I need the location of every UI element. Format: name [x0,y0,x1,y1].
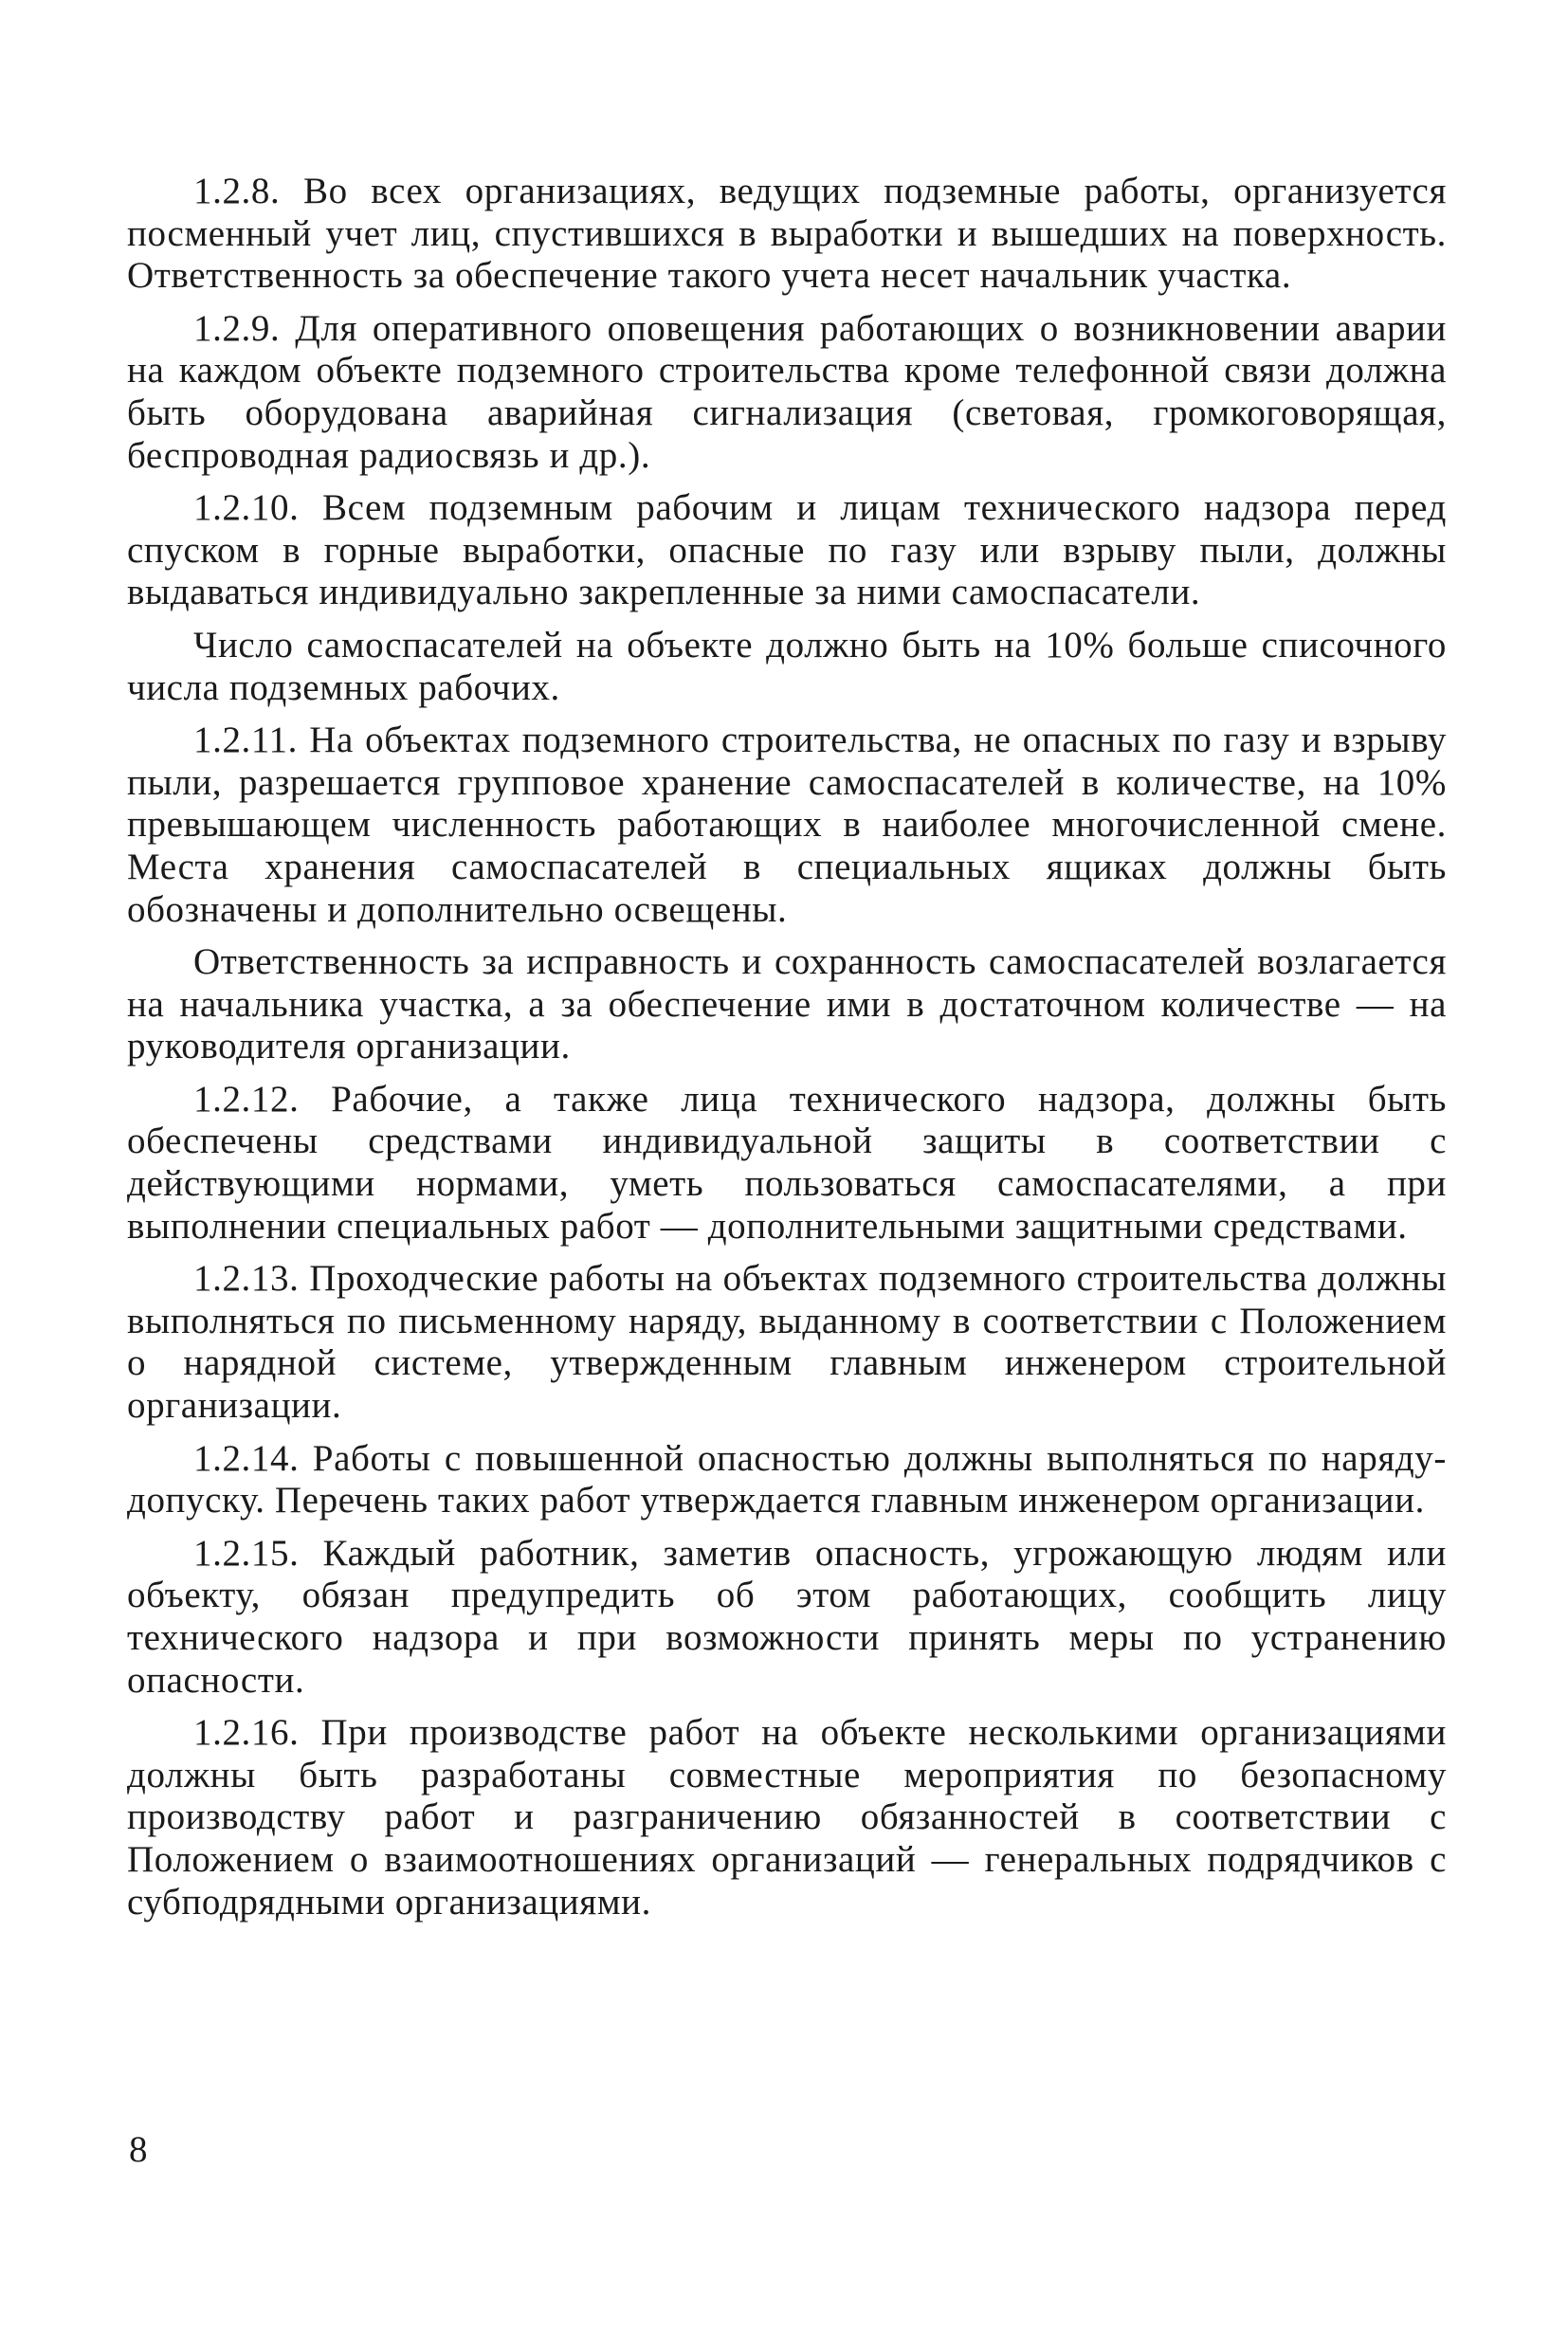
page-number: 8 [129,2129,148,2170]
paragraph-1-2-12: 1.2.12. Рабочие, а также лица технического надзора, должны быть обеспечены средствами индивидуальной защиты в соответствии с действующими нормами, уметь пользоваться самоспасателями, а при выполнении специальных работ — дополнительными защитными средствами. [127,1078,1447,1247]
paragraph-1-2-16: 1.2.16. При производстве работ на объекте несколькими организациями должны быть разработаны совместные мероприятия по безопасному производству работ и разграничению обязанностей в соответствии с Положением о взаимоотношениях организаций — генеральных подрядчиков с субподрядными организациями. [127,1712,1447,1923]
page-body [127,171,1447,1934]
paragraph-self-rescuer-count: Число самоспасателей на объекте должно быть на 10% больше списочного числа подземных рабочих. [127,624,1447,708]
paragraph-1-2-13: 1.2.13. Проходческие работы на объектах подземного строительства должны выполняться по письменному наряду, выданному в соответствии с Положением о нарядной системе, утвержденным главным инженером строительной организации. [127,1258,1447,1427]
paragraph-1-2-8: 1.2.8. Во всех организациях, ведущих подземные работы, организуется посменный учет лиц, спустившихся в выработки и вышедших на поверхность. Ответственность за обеспечение такого учета несет начальник участка. [127,171,1447,297]
paragraph-responsibility: Ответственность за исправность и сохранность самоспасателей возлагается на начальника участка, а за обеспечение ими в достаточном количестве — на руководителя организации. [127,941,1447,1067]
paragraph-1-2-11: 1.2.11. На объектах подземного строительства, не опасных по газу и взрыву пыли, разрешается групповое хранение самоспасателей в количестве, на 10% превышающем численность работающих в наиболее многочисленной смене. Места хранения самоспасателей в специальных ящиках должны быть обозначены и дополнительно освещены. [127,720,1447,930]
paragraph-1-2-10: 1.2.10. Всем подземным рабочим и лицам технического надзора перед спуском в горные выработки, опасные по газу или взрыву пыли, должны выдаваться индивидуально закрепленные за ними самоспасатели. [127,487,1447,613]
paragraph-1-2-14: 1.2.14. Работы с повышенной опасностью должны выполняться по наряду-допуску. Перечень таких работ утверждается главным инженером организации. [127,1437,1447,1522]
paragraph-1-2-9: 1.2.9. Для оперативного оповещения работающих о возникновении аварии на каждом объекте подземного строительства кроме телефонной связи должна быть оборудована аварийная сигнализация (световая, громкоговорящая, беспроводная радиосвязь и др.). [127,307,1447,476]
paragraph-1-2-15: 1.2.15. Каждый работник, заметив опасность, угрожающую людям или объекту, обязан предупредить об этом работающих, сообщить лицу технического надзора и при возможности принять меры по устранению опасности. [127,1532,1447,1701]
